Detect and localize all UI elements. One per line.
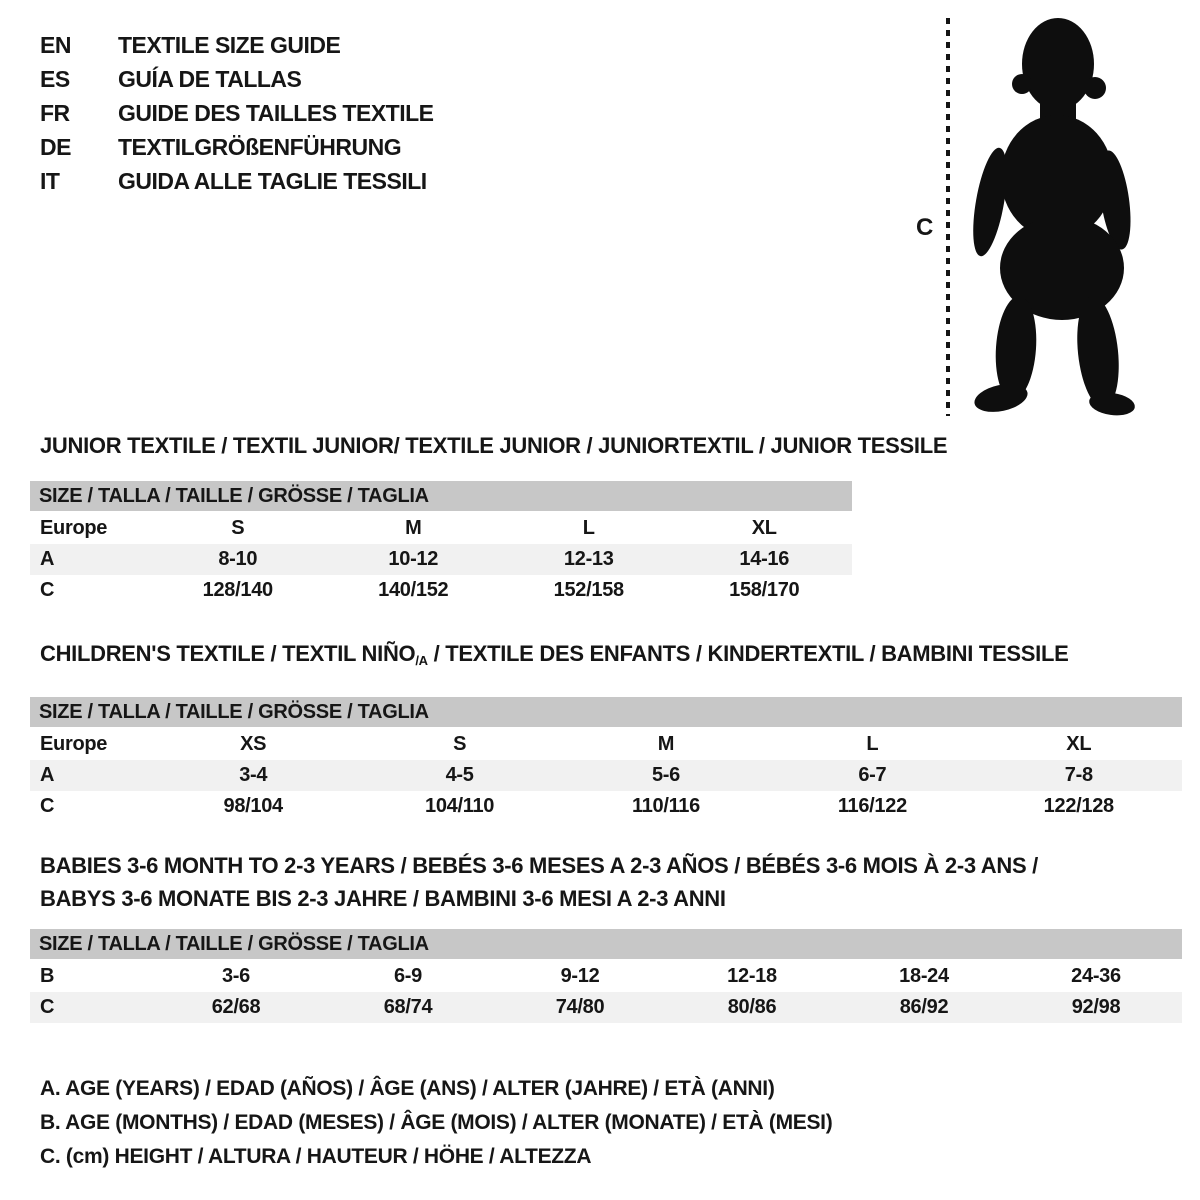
table-row-months (30, 961, 1182, 992)
size-header-bar: SIZE / TALLA / TAILLE / GRÖSSE / TAGLIA (30, 929, 1182, 959)
language-row-de (40, 130, 434, 164)
size-header-bar: SIZE / TALLA / TAILLE / GRÖSSE / TAGLIA (30, 697, 1182, 727)
language-code: FR (40, 99, 70, 126)
row-label-cell: Europe (40, 517, 108, 539)
age-cell: 14-16 (677, 544, 853, 575)
babies-textile-section (30, 849, 1182, 1023)
height-cell: 158/170 (729, 579, 800, 601)
row-label-cell: A (30, 760, 150, 791)
row-label-cell: Europe (40, 733, 108, 755)
height-measure-label: C (916, 214, 934, 241)
size-cell: L (582, 517, 595, 539)
height-cell: 128/140 (202, 579, 273, 601)
size-header-bar: SIZE / TALLA / TAILLE / GRÖSSE / TAGLIA (30, 481, 852, 511)
height-cell: 104/110 (425, 795, 495, 817)
language-title: TEXTILE SIZE GUIDE (118, 31, 341, 58)
height-cell: 152/158 (553, 579, 624, 601)
table-row-europe (30, 729, 1182, 760)
height-cell: 98/104 (223, 795, 283, 817)
age-cell: 5-6 (563, 760, 769, 791)
legend-line-height: C. (cm) HEIGHT / ALTURA / HAUTEUR / HÖHE / ALTEZZA (40, 1145, 592, 1168)
row-label-cell: A (30, 544, 150, 575)
language-title: TEXTILGRÖßENFÜHRUNG (118, 133, 402, 160)
months-cell: 6-9 (393, 965, 422, 987)
height-cell: 62/68 (150, 992, 322, 1023)
size-cell: XL (751, 517, 777, 539)
height-cell: 86/92 (838, 992, 1010, 1023)
babies-title-line2: BABYS 3-6 MONATE BIS 2-3 JAHRE / BAMBINI 3-6 MESI A 2-3 ANNI (40, 886, 726, 911)
table-row-age (30, 544, 852, 575)
height-cell: 122/128 (1043, 795, 1114, 817)
size-cell: L (866, 733, 879, 755)
children-table-title (30, 641, 1182, 674)
size-cell: M (405, 517, 422, 539)
months-cell: 3-6 (221, 965, 250, 987)
size-cell: S (453, 733, 467, 755)
language-title: GUÍA DE TALLAS (118, 65, 302, 92)
table-row-age (30, 760, 1182, 791)
table-row-height (30, 791, 1182, 822)
months-cell: 24-36 (1071, 965, 1121, 987)
age-cell: 12-13 (501, 544, 677, 575)
table-row-height (30, 992, 1182, 1023)
height-cell: 68/74 (322, 992, 494, 1023)
size-cell: XS (240, 733, 267, 755)
row-label-cell: C (40, 795, 55, 817)
legend (40, 1072, 832, 1174)
junior-table-title: JUNIOR TEXTILE / TEXTIL JUNIOR/ TEXTILE JUNIOR / JUNIORTEXTIL / JUNIOR TESSILE (40, 433, 948, 458)
size-cell: M (657, 733, 675, 755)
age-cell: 6-7 (769, 760, 975, 791)
height-cell: 74/80 (494, 992, 666, 1023)
table-row-height (30, 575, 852, 606)
language-code: EN (40, 31, 71, 58)
children-size-table (30, 729, 1182, 822)
children-title-sub: /A (415, 653, 428, 668)
language-code: IT (40, 167, 60, 194)
babies-title-line1: BABIES 3-6 MONTH TO 2-3 YEARS / BEBÉS 3-6 MESES A 2-3 AÑOS / BÉBÉS 3-6 MOIS À 2-3 ANS / (40, 853, 1038, 878)
legend-line-age-years: A. AGE (YEARS) / EDAD (AÑOS) / ÂGE (ANS) / ALTER (JAHRE) / ETÀ (ANNI) (40, 1077, 775, 1100)
legend-line-age-months: B. AGE (MONTHS) / EDAD (MESES) / ÂGE (MOIS) / ALTER (MONATE) / ETÀ (MESI) (40, 1111, 833, 1134)
months-cell: 18-24 (899, 965, 949, 987)
height-cell: 110/116 (631, 795, 700, 817)
age-cell: 4-5 (356, 760, 562, 791)
babies-size-table (30, 961, 1182, 1023)
table-row-europe (30, 513, 852, 544)
size-cell: XL (1066, 733, 1092, 755)
language-code: ES (40, 65, 70, 92)
children-title-pre: CHILDREN'S TEXTILE / TEXTIL NIÑO (40, 641, 416, 666)
junior-textile-section (30, 433, 948, 606)
children-textile-section (30, 641, 1182, 822)
age-cell: 10-12 (326, 544, 502, 575)
babies-table-title (30, 849, 1182, 915)
age-cell: 7-8 (976, 760, 1182, 791)
height-measure-dashed-line (946, 18, 950, 416)
row-label-cell: B (40, 965, 55, 987)
language-row-fr (40, 96, 434, 130)
language-title: GUIDA ALLE TAGLIE TESSILI (118, 167, 427, 194)
children-title-post: / TEXTILE DES ENFANTS / KINDERTEXTIL / BAMBINI TESSILE (427, 641, 1069, 666)
language-row-en (40, 28, 434, 62)
months-cell: 12-18 (727, 965, 777, 987)
language-code: DE (40, 133, 71, 160)
language-title: GUIDE DES TAILLES TEXTILE (118, 99, 434, 126)
size-cell: S (231, 517, 245, 539)
height-cell: 116/122 (837, 795, 907, 817)
age-cell: 8-10 (150, 544, 326, 575)
language-title-list (40, 28, 434, 198)
age-cell: 3-4 (150, 760, 356, 791)
baby-figure (900, 12, 1162, 422)
height-cell: 80/86 (666, 992, 838, 1023)
junior-size-table (30, 513, 852, 606)
row-label-cell: C (40, 579, 55, 601)
baby-silhouette-icon (962, 12, 1144, 420)
height-cell: 92/98 (1010, 992, 1182, 1023)
language-row-it (40, 164, 434, 198)
language-row-es (40, 62, 434, 96)
months-cell: 9-12 (560, 965, 600, 987)
height-cell: 140/152 (378, 579, 449, 601)
row-label-cell: C (30, 992, 150, 1023)
